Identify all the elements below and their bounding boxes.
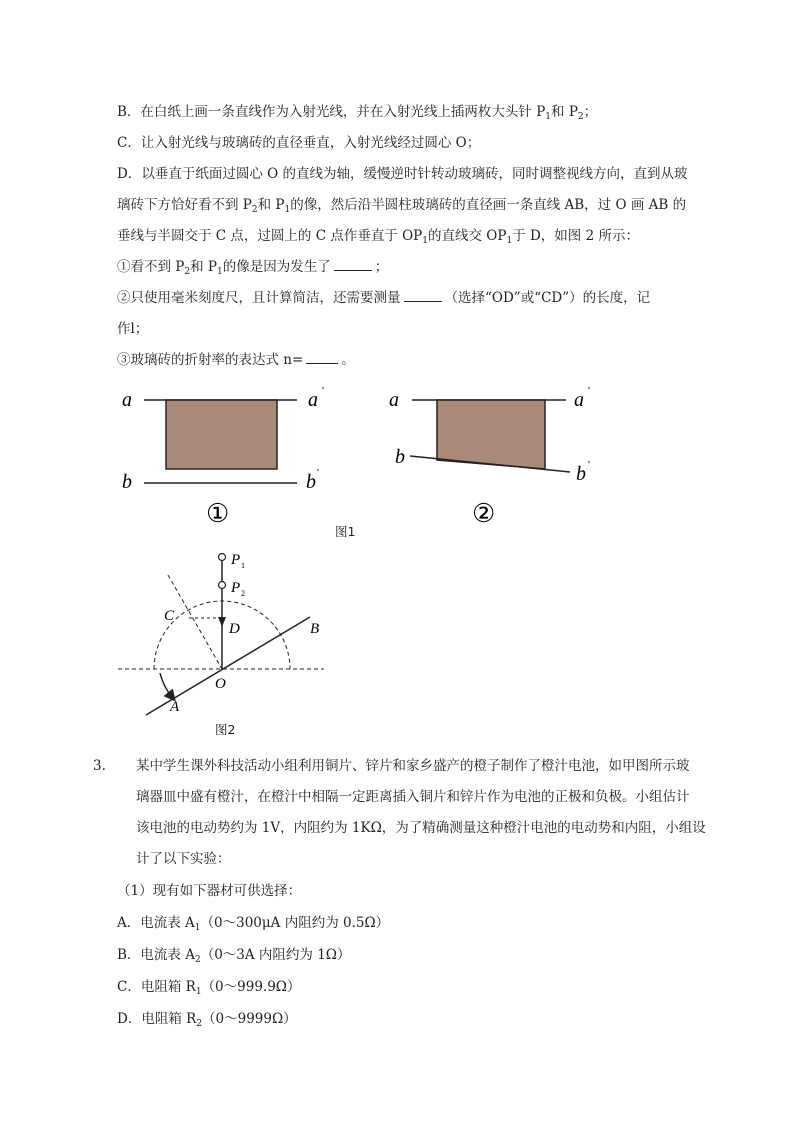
equipment-item bbox=[117, 945, 351, 970]
option-d-line1 bbox=[117, 164, 687, 184]
question-text: 和 P bbox=[190, 259, 217, 275]
pin-p2 bbox=[219, 582, 226, 589]
subscript: 1 bbox=[284, 205, 291, 215]
label-a: a bbox=[122, 389, 132, 411]
sub-question-2-line2 bbox=[117, 319, 148, 339]
option-letter: D． bbox=[117, 166, 142, 182]
item-text: 电流表 A bbox=[140, 915, 195, 931]
option-b bbox=[117, 102, 597, 127]
label-p2: P bbox=[231, 580, 241, 596]
label-b: B bbox=[310, 621, 320, 637]
equipment-item bbox=[117, 977, 300, 1002]
item-text: （0～300μA 内阻约为 0.5Ω） bbox=[200, 915, 390, 931]
question-text: ； bbox=[374, 259, 389, 275]
option-text: 于 D，如图 2 所示： bbox=[512, 228, 639, 244]
label-b-prime: b bbox=[576, 463, 586, 485]
answer-blank[interactable] bbox=[306, 350, 338, 364]
figure-1-caption: 图1 bbox=[335, 524, 356, 539]
subscript: 2 bbox=[196, 1019, 203, 1029]
option-text: 以垂直于纸面过圆心 O 的直线为轴，缓慢逆时针转动玻璃砖，同时调整视线方向，直到从玻 bbox=[141, 166, 688, 182]
label-d: D bbox=[229, 621, 240, 637]
label-c: C bbox=[164, 608, 175, 624]
subscript: 2 bbox=[577, 112, 584, 122]
prime-mark: ' bbox=[317, 467, 319, 479]
option-text: ； bbox=[583, 104, 598, 120]
question-3-line3: 该电池的电动势约为 1V，内阻约为 1KΩ，为了精确测量这种橙汁电池的电动势和内阻，小组设 bbox=[136, 820, 706, 836]
sub-question-2 bbox=[117, 288, 650, 308]
question-text: 作l； bbox=[117, 321, 149, 337]
option-text: 的直线交 OP bbox=[428, 228, 507, 244]
item-letter: C． bbox=[117, 979, 141, 995]
option-text: 在白纸上画一条直线作为入射光线，并在入射光线上插两枚大头针 P bbox=[140, 104, 546, 120]
question-3-line2: 璃器皿中盛有橙汁，在橙汁中相隔一定距离插入铜片和锌片作为电池的正极和负极。小组估计 bbox=[136, 789, 690, 805]
option-text: 的像，然后沿半圆柱玻璃砖的直径画一条直线 AB，过 O 画 AB 的 bbox=[290, 197, 687, 213]
item-text: 电流表 A bbox=[140, 947, 195, 963]
label-b-prime: b bbox=[306, 471, 316, 493]
subscript: 1 bbox=[195, 987, 202, 997]
label-a-prime: a bbox=[574, 389, 584, 411]
label-b: b bbox=[395, 446, 405, 468]
subscript: 1 bbox=[216, 267, 223, 277]
question-text: ②只使用毫米刻度尺，且计算简洁，还需要测量 bbox=[117, 290, 401, 306]
item-text: （0～999.9Ω） bbox=[201, 979, 301, 995]
figure-1-panel-2 bbox=[389, 385, 590, 528]
question-3-line4: 计了以下实验： bbox=[136, 851, 231, 867]
subscript: 2 bbox=[194, 955, 201, 965]
label-p1-sub: 1 bbox=[241, 561, 245, 570]
label-p1: P bbox=[231, 552, 241, 568]
figure-2 bbox=[110, 545, 340, 720]
question-text: 的像是因为发生了 bbox=[222, 259, 331, 275]
label-p2-sub: 2 bbox=[241, 589, 245, 598]
figure-2-caption: 图2 bbox=[215, 722, 236, 737]
panel-number: ① bbox=[206, 499, 230, 528]
option-text: 和 P bbox=[257, 197, 285, 213]
equipment-item bbox=[117, 913, 389, 938]
option-letter: C． bbox=[117, 135, 141, 151]
pin-p1 bbox=[219, 554, 226, 561]
subscript: 1 bbox=[194, 923, 201, 933]
option-text: 璃砖下方恰好看不到 P bbox=[117, 197, 252, 213]
question-text: 。 bbox=[341, 352, 355, 368]
subscript: 1 bbox=[545, 112, 552, 122]
figure-1-panel-1 bbox=[122, 385, 324, 528]
panel-number: ② bbox=[472, 499, 496, 528]
item-text: （0～3A 内阻约为 1Ω） bbox=[200, 947, 351, 963]
option-text: 和 P bbox=[551, 104, 578, 120]
ray-arrow bbox=[218, 617, 226, 627]
option-d-line3 bbox=[117, 226, 639, 251]
subscript: 1 bbox=[422, 236, 428, 246]
option-text: 让入射光线与玻璃砖的直径垂直，入射光线经过圆心 O； bbox=[140, 135, 481, 151]
answer-blank[interactable] bbox=[334, 257, 372, 271]
prime-mark: ' bbox=[588, 459, 590, 471]
question-3-sub1: （1）现有如下器材可供选择： bbox=[117, 883, 302, 899]
item-text: 电阻箱 R bbox=[141, 1011, 197, 1027]
glass-brick bbox=[166, 400, 277, 469]
subscript: 1 bbox=[506, 236, 513, 246]
item-letter: A． bbox=[117, 915, 141, 931]
sub-question-1 bbox=[117, 257, 388, 282]
item-letter: B． bbox=[117, 947, 141, 963]
question-3-line1: 某中学生课外科技活动小组利用铜片、锌片和家乡盛产的橙子制作了橙汁电池，如甲图所示玻 bbox=[136, 758, 690, 774]
label-a-prime: a bbox=[308, 389, 318, 411]
figure-1 bbox=[110, 380, 620, 530]
question-text: ①看不到 P bbox=[117, 259, 185, 275]
option-c bbox=[117, 133, 480, 153]
label-b: b bbox=[122, 471, 132, 493]
answer-blank[interactable] bbox=[404, 288, 442, 302]
question-text: （选择“OD”或“CD”）的长度，记 bbox=[444, 290, 651, 306]
prime-mark: ' bbox=[588, 385, 590, 397]
label-a: A bbox=[170, 699, 180, 715]
label-o: O bbox=[215, 676, 226, 692]
item-text: （0～9999Ω） bbox=[202, 1011, 297, 1027]
option-letter: B． bbox=[117, 104, 141, 120]
glass-brick bbox=[437, 400, 545, 469]
option-text: 垂线与半圆交于 C 点，过圆上的 C 点作垂直于 OP bbox=[117, 228, 423, 244]
item-text: 电阻箱 R bbox=[140, 979, 196, 995]
option-d-line2 bbox=[117, 195, 686, 220]
item-letter: D． bbox=[117, 1011, 142, 1027]
question-number: 3. bbox=[93, 758, 106, 774]
subscript: 2 bbox=[184, 267, 191, 277]
subscript: 2 bbox=[251, 205, 258, 215]
equipment-item bbox=[117, 1009, 297, 1034]
rotation-arrow bbox=[160, 673, 172, 697]
question-text: ③玻璃砖的折射率的表达式 n= bbox=[117, 352, 304, 368]
normal-dashed-line bbox=[168, 575, 222, 669]
label-a: a bbox=[389, 389, 399, 411]
prime-mark: ' bbox=[322, 385, 324, 397]
sub-question-3 bbox=[117, 350, 355, 370]
